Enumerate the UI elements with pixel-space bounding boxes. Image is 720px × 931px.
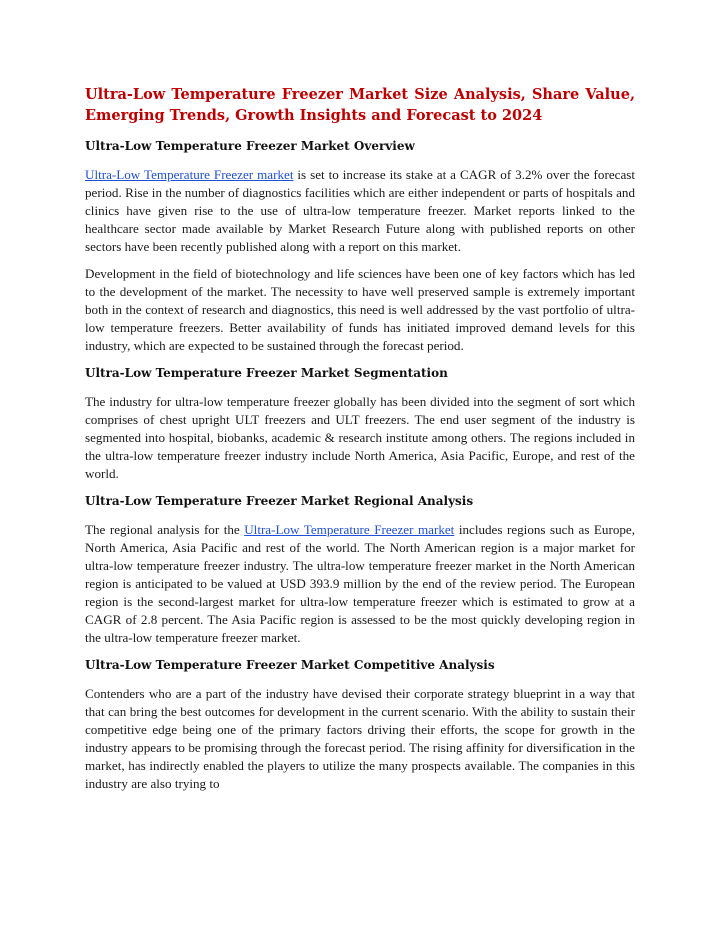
overview-paragraph-1-text: is set to increase its stake at a CAGR of 3.2% over the forecast period. Rise in the number of diagnostics facilities which are either independent or parts of hospitals and clinics have given rise to the use of ultra-low temperature freezer. Market reports linked to the healthcare sector made available by Market Research Future along with published reports on other sectors have been recently published along with a report on this market. [85, 167, 635, 254]
overview-paragraph-2: Development in the field of biotechnology and life sciences have been one of key factors which has led to the development of the market. The necessity to have well preserved sample is extremely important both in the context of research and diagnostics, this need is well addressed by the vast portfolio of ultra-low temperature freezers. Better availability of funds has initiated improved demand levels for this industry, which are expected to be sustained through the forecast period. [85, 266, 635, 353]
competitive-paragraph: Contenders who are a part of the industry have devised their corporate strategy blueprint in a way that that can bring the best outcomes for development in the current scenario. With the ability to sustain their competitive edge being one of the primary factors driving their efforts, the scope for growth in the industry appears to be promising through the forecast period. The rising affinity for diversification in the market, has indirectly enabled the players to utilize the many prospects available. The companies in this industry are also trying to [85, 686, 635, 791]
competitive-heading: Ultra-Low Temperature Freezer Market Competitive Analysis [85, 658, 495, 672]
segmentation-paragraph: The industry for ultra-low temperature freezer globally has been divided into the segment of sort which comprises of chest upright ULT freezers and ULT freezers. The end user segment of the industry is segmented into hospital, biobanks, academic & research institute among others. The regions included in the ultra-low temperature freezer industry include North America, Asia Pacific, Europe, and rest of the world. [85, 394, 635, 481]
document-title: Ultra-Low Temperature Freezer Market Size Analysis, Share Value, Emerging Trends, Growth Insights and Forecast to 2024 [85, 86, 635, 124]
freezer-market-link-2[interactable]: Ultra-Low Temperature Freezer market [244, 522, 455, 537]
regional-paragraph-lead: The regional analysis for the [85, 522, 245, 537]
freezer-market-link-1[interactable]: Ultra-Low Temperature Freezer market [85, 167, 294, 182]
document-page [85, 84, 635, 802]
regional-heading: Ultra-Low Temperature Freezer Market Regional Analysis [85, 494, 474, 508]
regional-paragraph-rest: includes regions such as Europe, North America, Asia Pacific and rest of the world. The North American region is a major market for ultra-low temperature freezer industry. The ultra-low temperature freezer market in the North American region is anticipated to be valued at USD 393.9 million by the end of the review period. The European region is the second-largest market for ultra-low temperature freezer which is estimated to grow at a CAGR of 2.8 percent. The Asia Pacific region is assessed to be the most quickly developing region in the ultra-low temperature freezer market. [85, 522, 636, 645]
segmentation-heading: Ultra-Low Temperature Freezer Market Segmentation [85, 366, 448, 380]
overview-heading: Ultra-Low Temperature Freezer Market Overview [85, 139, 415, 153]
overview-paragraph-1 [85, 166, 635, 256]
regional-paragraph [85, 521, 635, 647]
